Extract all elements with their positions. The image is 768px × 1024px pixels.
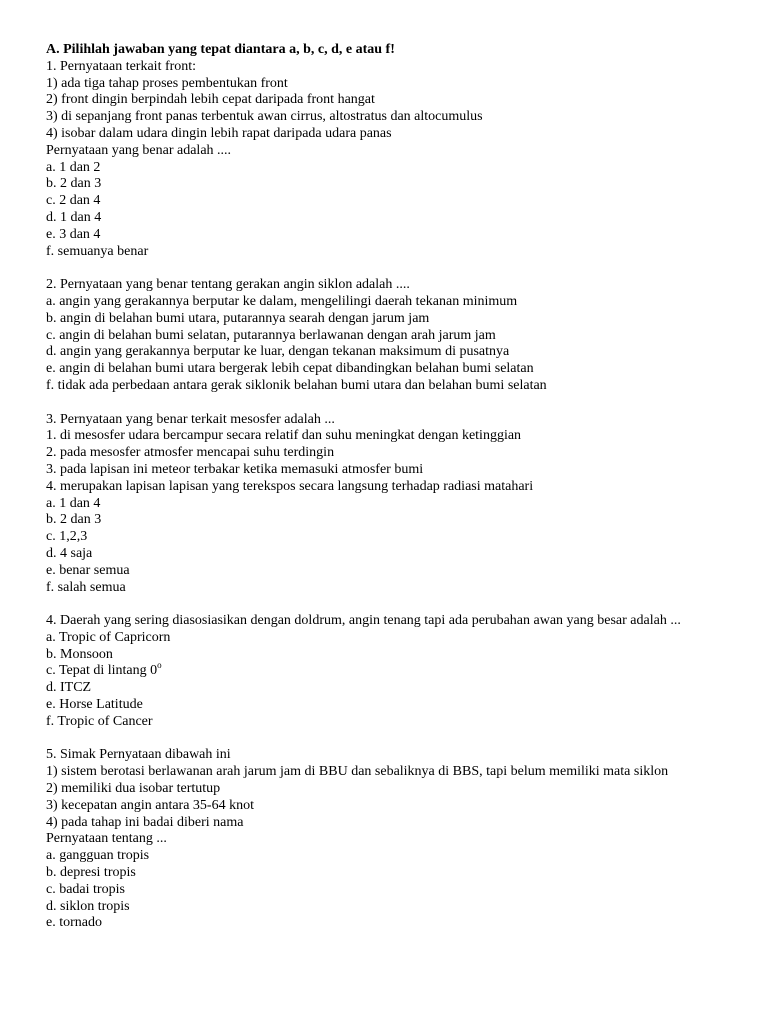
answer-option-b: b. angin di belahan bumi utara, putarannya searah dengan jarum jam: [46, 310, 430, 326]
answer-option-d: d. 1 dan 4: [46, 209, 102, 225]
answer-option-c: c. badai tropis: [46, 881, 125, 897]
answer-option-e: e. angin di belahan bumi utara bergerak lebih cepat dibandingkan belahan bumi selatan: [46, 361, 534, 377]
statement-item: 1. di mesosfer udara bercampur secara relatif dan suhu meningkat dengan ketinggian: [46, 428, 522, 444]
section-heading: A. Pilihlah jawaban yang tepat diantara a, b, c, d, e atau f!: [46, 42, 395, 57]
answer-option-b: b. 2 dan 3: [46, 176, 102, 192]
answer-option-e: e. Horse Latitude: [46, 697, 143, 713]
answer-option-f: f. salah semua: [46, 579, 126, 595]
statement-item: 2) front dingin berpindah lebih cepat daripada front hangat: [46, 92, 375, 108]
question-stem: 1. Pernyataan terkait front:: [46, 58, 197, 74]
answer-option-f: f. semuanya benar: [46, 243, 149, 259]
statement-item: 4. merupakan lapisan lapisan yang terekspos secara langsung terhadap radiasi matahari: [46, 478, 534, 494]
answer-option-a: a. Tropic of Capricorn: [46, 629, 171, 645]
answer-option-c: c. 1,2,3: [46, 529, 88, 545]
statement-item: 3) kecepatan angin antara 35-64 knot: [46, 797, 254, 813]
answer-option-a: a. 1 dan 2: [46, 159, 101, 175]
answer-option-b: b. 2 dan 3: [46, 512, 102, 528]
question-5: [46, 747, 746, 932]
answer-option-d: d. ITCZ: [46, 680, 92, 696]
question-prompt: Pernyataan tentang ...: [46, 831, 167, 847]
answer-option-d: d. 4 saja: [46, 545, 93, 561]
statement-item: 3) di sepanjang front panas terbentuk awan cirrus, altostratus dan altocumulus: [46, 109, 483, 125]
answer-option-b: b. depresi tropis: [46, 865, 136, 881]
question-prompt: Pernyataan yang benar adalah ....: [46, 142, 232, 158]
statement-item: 1) ada tiga tahap proses pembentukan front: [46, 75, 288, 91]
statement-item: 2. pada mesosfer atmosfer mencapai suhu terdingin: [46, 445, 335, 461]
answer-option-e: e. tornado: [46, 915, 102, 931]
question-stem: 5. Simak Pernyataan dibawah ini: [46, 747, 231, 763]
answer-option-c: c. 2 dan 4: [46, 193, 101, 209]
answer-option-c: [46, 659, 746, 680]
question-1: [46, 59, 746, 261]
answer-option-e: e. benar semua: [46, 562, 130, 578]
answer-option-a: a. angin yang gerakannya berputar ke dalam, mengelilingi daerah tekanan minimum: [46, 293, 518, 309]
degree-superscript: o: [157, 659, 162, 670]
answer-option-b: b. Monsoon: [46, 646, 113, 662]
statement-item: 2) memiliki dua isobar tertutup: [46, 781, 221, 797]
answer-option-f: f. Tropic of Cancer: [46, 713, 153, 729]
document-page: [46, 42, 746, 932]
question-2: [46, 277, 746, 395]
question-4: [46, 613, 746, 731]
question-stem: 3. Pernyataan yang benar terkait mesosfer adalah ...: [46, 411, 335, 427]
answer-option-d: d. angin yang gerakannya berputar ke luar, dengan tekanan maksimum di pusatnya: [46, 344, 510, 360]
answer-option-c: c. angin di belahan bumi selatan, putarannya berlawanan dengan arah jarum jam: [46, 327, 496, 343]
answer-option-d: d. siklon tropis: [46, 898, 130, 914]
statement-item: 4) isobar dalam udara dingin lebih rapat daripada udara panas: [46, 125, 392, 141]
question-stem: 4. Daerah yang sering diasosiasikan dengan doldrum, angin tenang tapi ada perubahan awan yang besar adalah ...: [46, 613, 681, 629]
statement-item: 4) pada tahap ini badai diberi nama: [46, 814, 244, 830]
answer-option-c-text: c. Tepat di lintang 0: [46, 663, 158, 679]
statement-item: 1) sistem berotasi berlawanan arah jarum jam di BBU dan sebaliknya di BBS, tapi belum memiliki mata siklon: [46, 764, 669, 780]
question-3: [46, 412, 746, 597]
answer-option-e: e. 3 dan 4: [46, 226, 101, 242]
answer-option-a: a. gangguan tropis: [46, 848, 150, 864]
answer-option-f: f. tidak ada perbedaan antara gerak siklonik belahan bumi utara dan belahan bumi selatan: [46, 377, 547, 393]
question-stem: 2. Pernyataan yang benar tentang gerakan angin siklon adalah ....: [46, 277, 410, 293]
answer-option-a: a. 1 dan 4: [46, 495, 101, 511]
statement-item: 3. pada lapisan ini meteor terbakar ketika memasuki atmosfer bumi: [46, 461, 424, 477]
